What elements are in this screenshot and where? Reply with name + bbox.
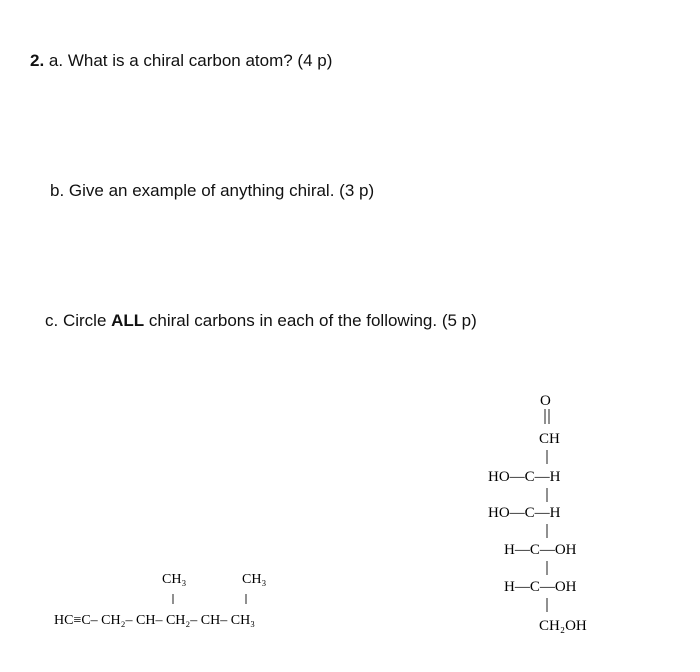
molecule-2-fischer-projection: [484, 386, 624, 636]
mol2-aldehyde: CH: [539, 431, 560, 447]
question-2a: [30, 50, 332, 72]
mol1-branch-ch3-1: CH₃: [162, 572, 187, 587]
question-2b: [50, 180, 374, 202]
mol2-oxygen: O: [540, 393, 551, 409]
molecule-1-structure: [54, 566, 314, 636]
question-2c-bold: ALL: [111, 311, 145, 330]
mol2-row-3: H—C—OH: [504, 542, 577, 558]
mol2-bottom: CH₂OH: [539, 618, 587, 634]
mol1-main-chain: HC≡C– CH₂– CH– CH₂– CH– CH₃: [54, 613, 256, 628]
mol1-branch-ch3-2: CH₃: [242, 572, 267, 587]
question-2c-text-pre: c. Circle: [45, 311, 112, 330]
question-number: 2.: [30, 51, 45, 70]
question-2b-text: b. Give an example of anything chiral. (3 p): [50, 181, 375, 200]
question-2c-text-post: chiral carbons in each of the following. (5 p): [144, 311, 477, 330]
question-2c: [45, 310, 477, 332]
mol2-row-4: H—C—OH: [504, 579, 577, 595]
question-2a-text: a. What is a chiral carbon atom? (4 p): [48, 51, 333, 70]
mol2-row-1: HO—C—H: [488, 469, 561, 485]
mol2-row-2: HO—C—H: [488, 505, 561, 521]
